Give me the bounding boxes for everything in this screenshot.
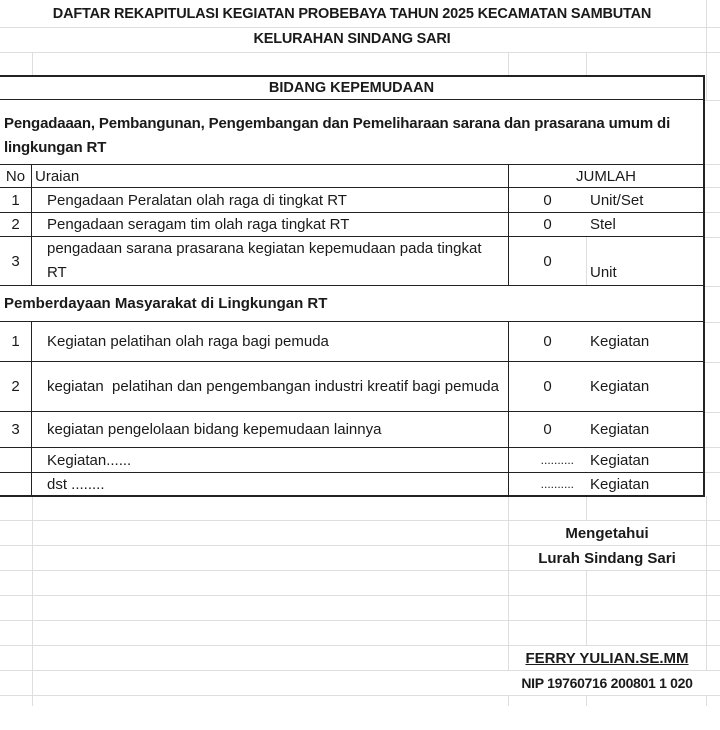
bidang-header: BIDANG KEPEMUDAAN — [268, 80, 435, 96]
row-uraian: Kegiatan pelatihan olah raga bagi pemuda — [47, 333, 329, 350]
document-title-line1: DAFTAR REKAPITULASI KEGIATAN PROBEBAYA TAHUN 2025 KECAMATAN SAMBUTAN — [52, 6, 652, 22]
row-no: 1 — [11, 191, 20, 209]
row-jumlah: 0 — [543, 421, 552, 438]
signature-mengetahui: Mengetahui — [509, 521, 705, 545]
row-no — [0, 473, 31, 495]
row-uraian: Pengadaan Peralatan olah raga di tingkat RT — [47, 191, 347, 209]
section-title: Pemberdayaan Masyarakat di Lingkungan RT — [4, 295, 328, 312]
row-no: 3 — [11, 421, 20, 438]
signature-nama: FERRY YULIAN.SE.MM — [509, 646, 705, 670]
column-header-jumlah: JUMLAH — [575, 167, 636, 185]
row-uraian: pengadaan sarana prasarana kegiatan kepemudaan pada tingkat RT — [47, 240, 482, 281]
row-satuan: Unit — [590, 264, 617, 281]
row-jumlah: 0 — [543, 333, 552, 350]
row-satuan: Unit/Set — [590, 191, 644, 209]
row-no: 3 — [11, 252, 20, 270]
row-uraian: kegiatan pelatihan dan pengembangan industri kreatif bagi pemuda — [47, 377, 499, 395]
row-no: 2 — [11, 378, 20, 395]
row-satuan: Kegiatan — [590, 333, 650, 350]
row-jumlah: 0 — [543, 191, 552, 209]
row-no — [0, 448, 31, 472]
row-uraian: Kegiatan...... — [47, 451, 132, 469]
column-header-no: No — [5, 167, 26, 185]
row-no: 2 — [11, 216, 20, 233]
row-jumlah: 0 — [543, 252, 552, 270]
row-uraian: dst ........ — [47, 475, 105, 493]
row-satuan: Kegiatan — [590, 378, 650, 395]
row-uraian: Pengadaan seragam tim olah raga tingkat RT — [47, 216, 350, 233]
row-jumlah: 0 — [543, 216, 552, 233]
document-title-line2: KELURAHAN SINDANG SARI — [253, 31, 451, 47]
row-uraian: kegiatan pengelolaan bidang kepemudaan lainnya — [47, 421, 382, 438]
section-title: Pengadaaan, Pembangunan, Pengembangan dan Pemeliharaan sarana dan prasarana umum di lingkungan RT — [4, 115, 671, 156]
column-header-uraian: Uraian — [35, 167, 80, 185]
row-jumlah: .......... — [540, 453, 574, 467]
signature-nip: NIP 19760716 200801 1 020 — [505, 671, 709, 695]
row-jumlah: 0 — [543, 378, 552, 395]
row-no: 1 — [11, 333, 20, 350]
signature-jabatan: Lurah Sindang Sari — [509, 546, 705, 570]
row-satuan: Stel — [590, 216, 616, 233]
row-satuan: Kegiatan — [590, 451, 650, 469]
row-satuan: Kegiatan — [590, 421, 650, 438]
row-jumlah: .......... — [540, 477, 574, 491]
row-satuan: Kegiatan — [590, 475, 650, 493]
